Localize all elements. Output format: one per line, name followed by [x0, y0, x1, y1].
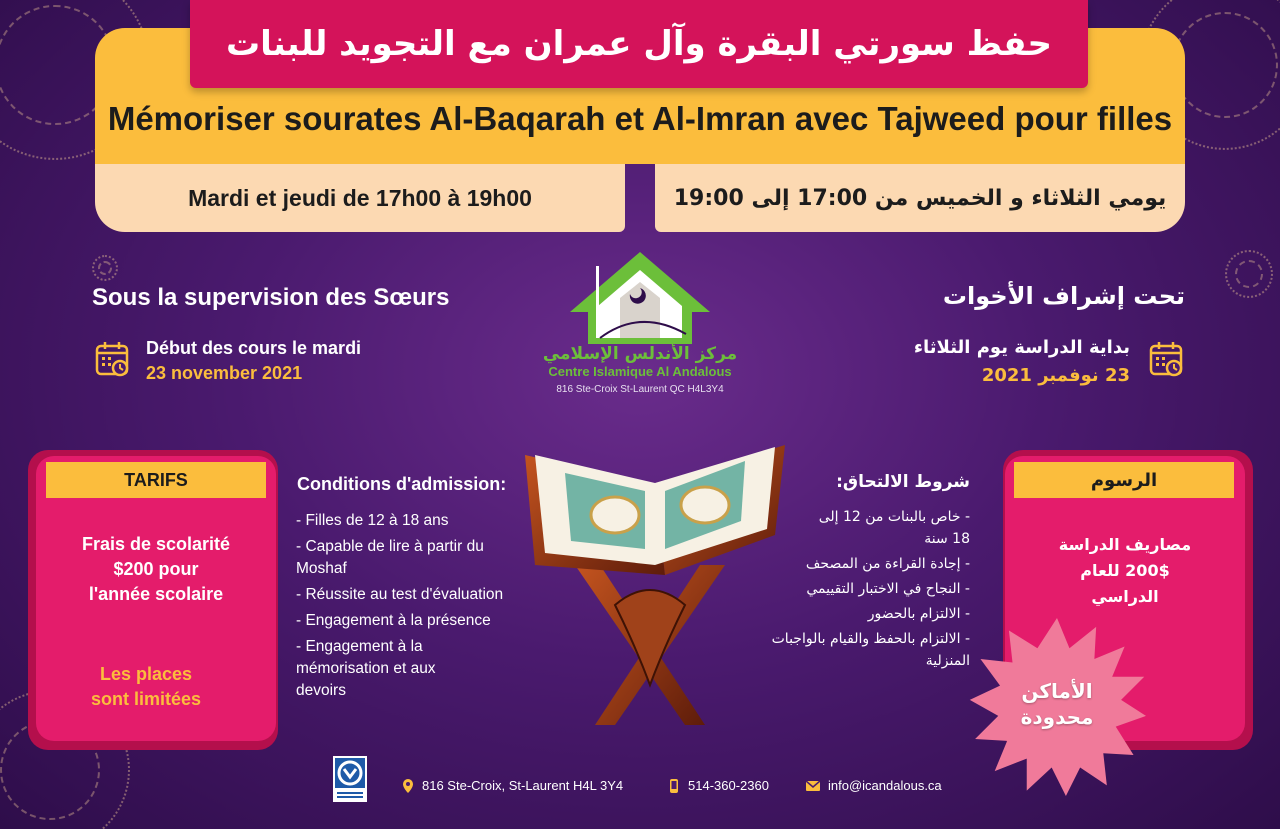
- mandala-right-decoration: [1225, 250, 1273, 298]
- places-limited-line1: Les places: [99, 664, 193, 684]
- course-start-date: 23 november 2021: [146, 363, 303, 383]
- course-start-date-ar: 23 نوفمبر 2021: [981, 365, 1130, 386]
- condition-item-ar: - النجاح في الاختبار التقييمي: [806, 581, 970, 597]
- conditions-list-french: [296, 510, 546, 706]
- conditions-title-french: Conditions d'admission:: [297, 474, 507, 494]
- montreal-badge-icon: [333, 756, 367, 802]
- condition-item: - Engagement à la présence: [296, 612, 491, 629]
- condition-item: - Réussite au test d'évaluation: [296, 586, 504, 603]
- conditions-title-arabic: شروط الالتحاق:: [836, 472, 970, 492]
- places-limited-ar-line1: الأماكن: [1021, 679, 1093, 703]
- course-start-french: [146, 336, 361, 386]
- phone-icon: [668, 779, 680, 793]
- tarifs-line2: $200 pour: [113, 559, 199, 579]
- tarifs-fee-text: [46, 532, 266, 607]
- condition-item: - Engagement à la mémorisation et aux devoirs: [296, 638, 436, 699]
- condition-item: - Filles de 12 à 18 ans: [296, 512, 449, 529]
- rusum-line3: الدراسي: [1091, 587, 1159, 606]
- course-start-arabic: [914, 334, 1130, 390]
- tarifs-line1: Frais de scolarité: [81, 534, 231, 554]
- rusum-line1: مصاريف الدراسة: [1058, 535, 1192, 554]
- footer-address-text: 816 Ste-Croix, St-Laurent H4L 3Y4: [422, 778, 624, 793]
- places-limited-french: [46, 662, 246, 712]
- schedule-french: Mardi et jeudi de 17h00 à 19h00: [95, 164, 625, 232]
- supervision-french: Sous la supervision des Sœurs: [92, 284, 450, 311]
- footer-phone-text[interactable]: 514-360-2360: [688, 778, 769, 793]
- location-pin-icon: [402, 779, 414, 793]
- tarifs-line3: l'année scolaire: [88, 584, 224, 604]
- footer-address: [402, 778, 623, 793]
- tarifs-heading: TARIFS: [46, 462, 266, 498]
- rusum-heading: الرسوم: [1014, 462, 1234, 498]
- logo-name-arabic: مركز الأندلس الإسلامي: [542, 344, 738, 364]
- footer-phone: [668, 778, 769, 793]
- rusum-line2: 200$ للعام: [1080, 561, 1170, 580]
- places-limited-ar-line2: محدودة: [1020, 705, 1094, 729]
- title-french: Mémoriser sourates Al-Baqarah et Al-Imran avec Tajweed pour filles: [107, 100, 1173, 137]
- supervision-arabic: تحت إشراف الأخوات: [942, 282, 1185, 310]
- calendar-icon: [1148, 340, 1186, 378]
- condition-item: - Capable de lire à partir du Moshaf: [296, 538, 484, 577]
- condition-item-ar: - الالتزام بالحضور: [867, 606, 970, 622]
- condition-item-ar: - الالتزام بالحفظ والقيام بالواجبات المنزلية: [771, 631, 970, 669]
- email-icon: [806, 779, 820, 793]
- condition-item-ar: - إجادة القراءة من المصحف: [805, 556, 970, 572]
- places-limited-line2: sont limitées: [90, 689, 202, 709]
- logo-name-french: Centre Islamique Al Andalous: [548, 364, 732, 379]
- calendar-icon: [94, 340, 132, 378]
- footer-email-text[interactable]: info@icandalous.ca: [828, 778, 942, 793]
- conditions-list-arabic: [740, 506, 970, 675]
- footer-email: [806, 778, 942, 793]
- places-limited-arabic: [968, 678, 1146, 730]
- title-arabic: حفظ سورتي البقرة وآل عمران مع التجويد للبنات: [190, 0, 1088, 88]
- mosque-logo: [560, 248, 720, 348]
- condition-item-ar: - خاص بالبنات من 12 إلى 18 سنة: [818, 509, 970, 547]
- schedule-arabic: يومي الثلاثاء و الخميس من 17:00 إلى 19:00: [655, 164, 1185, 232]
- mandala-left-small-decoration: [92, 255, 118, 281]
- logo-address: 816 Ste-Croix St-Laurent QC H4L3Y4: [556, 384, 724, 395]
- course-start-label: Début des cours le mardi: [146, 338, 362, 358]
- course-start-label-ar: بداية الدراسة يوم الثلاثاء: [913, 337, 1130, 358]
- rusum-fee-text: [1020, 532, 1230, 610]
